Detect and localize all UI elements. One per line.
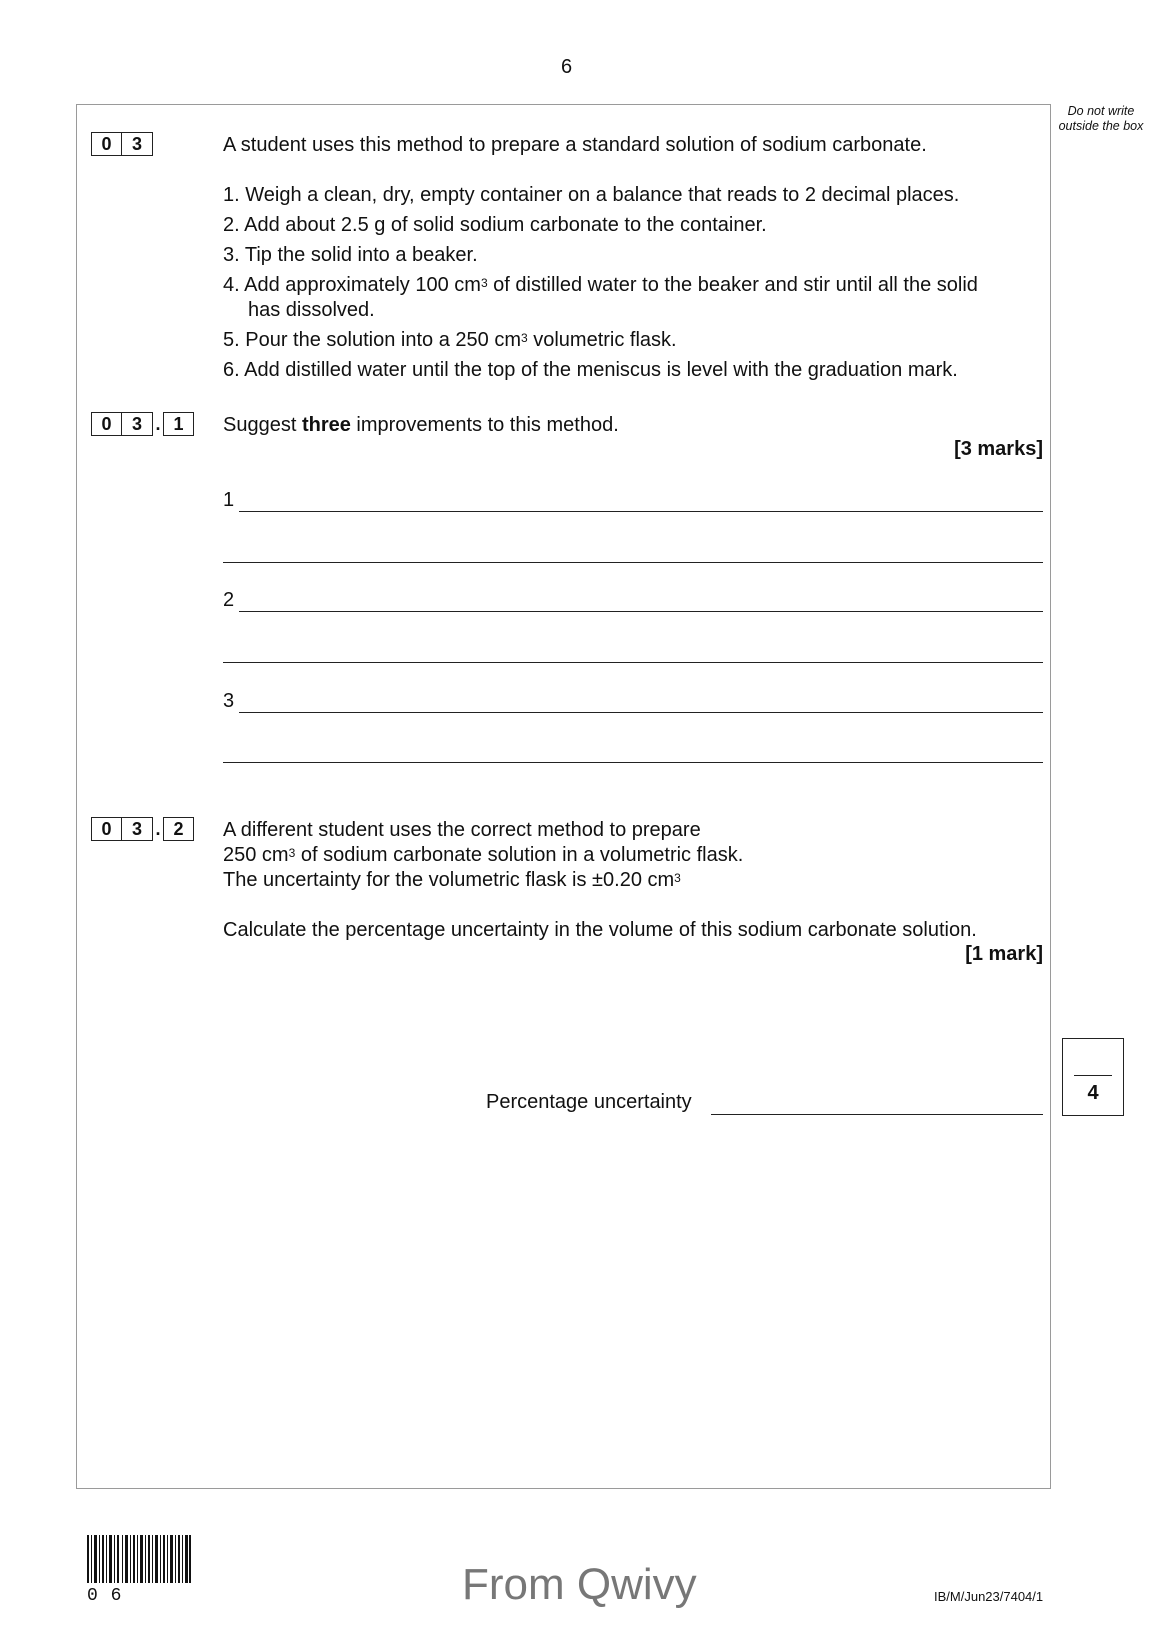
answer-line-2[interactable] bbox=[239, 611, 1043, 612]
question-digit: 2 bbox=[163, 817, 194, 841]
question-number-03 bbox=[91, 132, 153, 156]
method-step: 5. Pour the solution into a 250 $cm^3$ volumetric flask. bbox=[223, 329, 677, 351]
paper-reference: IB/M/Jun23/7404/1 bbox=[934, 1589, 1044, 1604]
question-dot: . bbox=[155, 818, 161, 839]
method-steps bbox=[223, 183, 1043, 388]
method-step: 1. Weigh a clean, dry, empty container on a balance that reads to 2 decimal places. bbox=[223, 184, 960, 206]
margin-note: Do not write outside the box bbox=[1058, 104, 1144, 133]
answer-line-1b[interactable] bbox=[223, 562, 1043, 563]
question-03-1-prompt: Suggest three improvements to this method. bbox=[223, 414, 619, 436]
page-number: 6 bbox=[560, 56, 573, 78]
question-digit: 0 bbox=[91, 817, 122, 841]
question-digit: 0 bbox=[91, 412, 122, 436]
method-step: 2. Add about 2.5 g of solid sodium carbonate to the container. bbox=[223, 214, 767, 236]
question-03-2-marks: [1 mark] bbox=[965, 943, 1043, 965]
barcode-number: 0 6 bbox=[87, 1586, 123, 1606]
question-digit: 3 bbox=[122, 132, 153, 156]
question-03-2-text: A different student uses the correct method to prepare 250 $cm^3$ of sodium carbonate solution in a volumetric flask. The uncertainty for the volumetric flask is ±0.20 $cm^3$ bbox=[223, 819, 744, 891]
question-03-1-marks: [3 marks] bbox=[954, 438, 1043, 460]
score-divider bbox=[1074, 1075, 1112, 1076]
answer-label-percentage: Percentage uncertainty bbox=[486, 1091, 692, 1113]
question-digit: 3 bbox=[122, 412, 153, 436]
question-03-2-instruction: Calculate the percentage uncertainty in the volume of this sodium carbonate solution. bbox=[223, 919, 977, 941]
question-number-03-2 bbox=[91, 817, 194, 841]
answer-label-1: 1 bbox=[223, 489, 235, 511]
question-number-03-1 bbox=[91, 412, 194, 436]
answer-line-3[interactable] bbox=[239, 712, 1043, 713]
answer-line-1[interactable] bbox=[239, 511, 1043, 512]
question-dot: . bbox=[155, 413, 161, 434]
question-digit: 0 bbox=[91, 132, 122, 156]
question-digit: 1 bbox=[163, 412, 194, 436]
method-step-continuation: has dissolved. bbox=[248, 299, 375, 321]
answer-line-2b[interactable] bbox=[223, 662, 1043, 663]
method-step: 3. Tip the solid into a beaker. bbox=[223, 244, 478, 266]
barcode-icon bbox=[87, 1535, 191, 1583]
answer-label-3: 3 bbox=[223, 690, 235, 712]
question-03-intro: A student uses this method to prepare a standard solution of sodium carbonate. bbox=[223, 134, 927, 156]
method-step: 6. Add distilled water until the top of the meniscus is level with the graduation mark. bbox=[223, 359, 958, 381]
question-digit: 3 bbox=[122, 817, 153, 841]
method-step: 4. Add approximately 100 $cm^3$ of distilled water to the beaker and stir until all the solid has dissolved. bbox=[223, 273, 1043, 323]
answer-line-percentage[interactable] bbox=[711, 1114, 1043, 1115]
score-box bbox=[1062, 1038, 1124, 1116]
answer-label-2: 2 bbox=[223, 589, 235, 611]
watermark: From Qwivy bbox=[462, 1560, 697, 1609]
answer-line-3b[interactable] bbox=[223, 762, 1043, 763]
score-total: 4 bbox=[1087, 1082, 1099, 1104]
